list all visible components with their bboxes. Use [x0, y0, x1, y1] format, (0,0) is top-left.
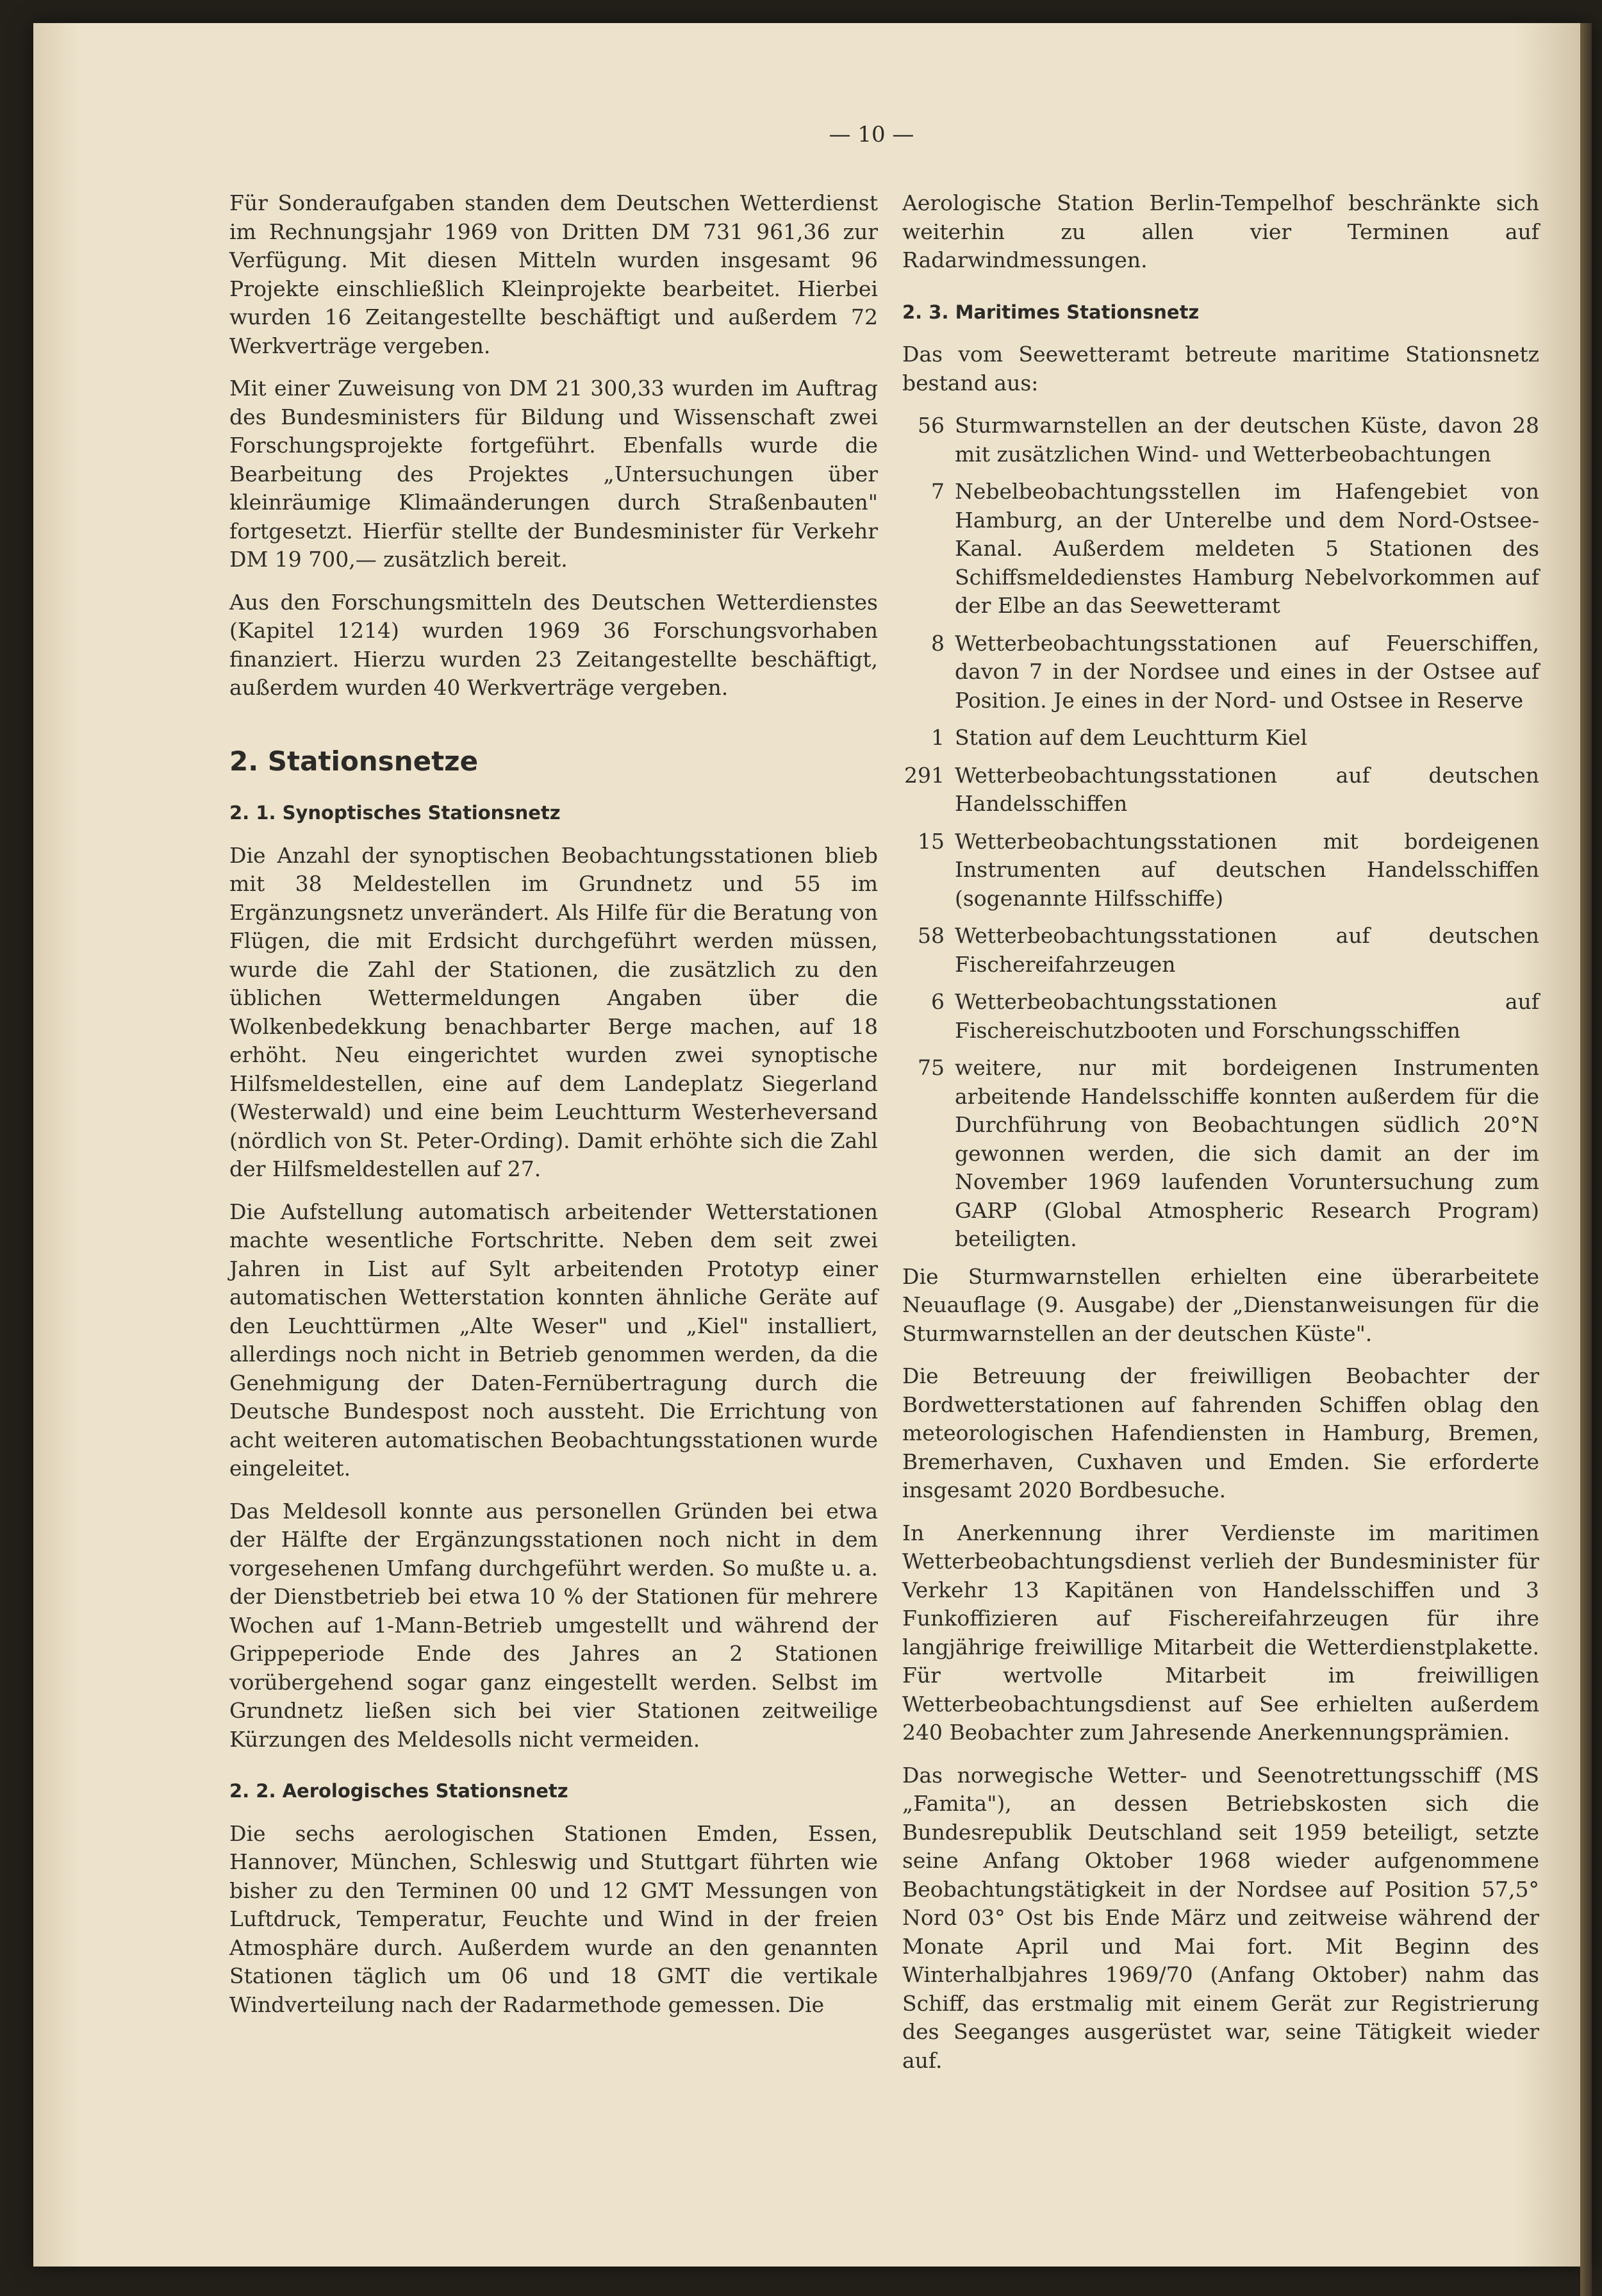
list-item-text: Sturmwarnstellen an der deutschen Küste, davon 28 mit zusätzlichen Wind- und Wetterbeobachtungen	[955, 413, 1539, 467]
paragraph: Das vom Seewetteramt betreute maritime Stationsnetz bestand aus:	[902, 342, 1539, 395]
paragraph: Aus den Forschungsmitteln des Deutschen Wetterdienstes (Kapitel 1214) wurden 1969 36 Forschungsvorhaben finanziert. Hierzu wurden 23 Zeitangestellte beschäftigt, außerdem wurden 40 Werkverträge vergeben.	[229, 589, 878, 700]
page-number: — 10 —	[829, 122, 914, 147]
list-item	[902, 922, 1539, 979]
paragraph: Aerologische Station Berlin-Tempelhof beschränkte sich weiterhin zu allen vier Terminen auf Radarwindmessungen.	[902, 190, 1539, 272]
list-item-text: Station auf dem Leuchtturm Kiel	[955, 725, 1308, 750]
paragraph: Die Sturmwarnstellen erhielten eine überarbeitete Neuauflage (9. Ausgabe) der „Dienstanweisungen für die Sturmwarnstellen an der deutschen Küste".	[902, 1263, 1539, 1346]
list-item	[902, 629, 1539, 715]
paragraph: Die Anzahl der synoptischen Beobachtungsstationen blieb mit 38 Meldestellen im Grundnetz und 55 im Ergänzungsnetz unverändert. Als Hilfe für die Beratung von Flügen, die mit Erdsicht durchgeführt werden müssen, wurde die Zahl der Stationen, die zusätzlich zu den üblichen Wettermeldungen Angaben über die Wolkenbedekkung benachbarter Berge machen, auf 18 erhöht. Neu eingerichtet wurden zwei synoptische Hilfsmeldestellen, eine auf dem Landeplatz Siegerland (Westerwald) und eine beim Leuchtturm Westerheversand (nördlich von St. Peter-Ording). Damit erhöhte sich die Zahl der Hilfsmeldestellen auf 27.	[229, 842, 878, 1181]
paragraph: In Anerkennung ihrer Verdienste im maritimen Wetterbeobachtungsdienst verlieh der Bundesminister für Verkehr 13 Kapitänen von Handelsschiffen und 3 Funkoffizieren auf Fischereifahrzeugen für ihre langjährige freiwillige Mitarbeit die Wetterdienstplakette. Für wertvolle Mitarbeit im freiwilligen Wetterbeobachtungsdienst auf See erhielten außerdem 240 Beobachter zum Jahresende Anerkennungsprämien.	[902, 1520, 1539, 1745]
list-item-text: Wetterbeobachtungsstationen auf Fischereischutzbooten und Forschungsschiffen	[955, 989, 1539, 1043]
station-list	[902, 412, 1539, 1254]
left-column	[229, 189, 878, 2033]
list-item-text: Wetterbeobachtungsstationen auf Feuerschiffen, davon 7 in der Nordsee und eines in der Ostsee auf Position. Je eines in der Nord- und Ostsee in Reserve	[955, 630, 1539, 713]
list-item	[902, 478, 1539, 620]
list-item-count: 1	[931, 725, 945, 750]
paragraph: Das Meldesoll konnte aus personellen Gründen bei etwa der Hälfte der Ergänzungsstationen noch nicht in dem vorgesehenen Umfang durchgeführt werden. So mußte u. a. der Dienstbetrieb bei etwa 10 % der Stationen für mehrere Wochen auf 1-Mann-Betrieb umgestellt und während der Grippeperiode Ende des Jahres an 2 Stationen vorübergehend sogar ganz eingestellt werden. Selbst im Grundnetz ließen sich bei vier Stationen zeitweilige Kürzungen des Meldesolls nicht vermeiden.	[229, 1498, 878, 1752]
list-item-text: weitere, nur mit bordeigenen Instrumenten arbeitende Handelsschiffe konnten außerdem für die Durchführung von Beobachtungen südlich 20°N gewonnen werden, die sich damit an der im November 1969 laufenden Voruntersuchung zum GARP (Global Atmospheric Research Program) beteiligten.	[955, 1055, 1539, 1251]
list-item-count: 75	[918, 1055, 945, 1080]
right-column	[902, 189, 1539, 2089]
subsection-heading: 2. 2. Aerologisches Stationsnetz	[229, 1780, 568, 1802]
list-item	[902, 412, 1539, 469]
list-item-text: Wetterbeobachtungsstationen mit bordeigenen Instrumenten auf deutschen Handelsschiffen (sogenannte Hilfsschiffe)	[955, 828, 1539, 911]
list-item-count: 6	[931, 989, 945, 1014]
paragraph: Mit einer Zuweisung von DM 21 300,33 wurden im Auftrag des Bundesministers für Bildung und Wissenschaft zwei Forschungsprojekte fortgeführt. Ebenfalls wurde die Bearbeitung des Projektes „Untersuchungen über kleinräumige Klimaänderungen durch Straßenbauten" fortgesetzt. Hierfür stellte der Bundesminister für Verkehr DM 19 700,— zusätzlich bereit.	[229, 376, 878, 572]
page-spine-edge	[1580, 23, 1592, 2296]
list-item-count: 8	[931, 630, 945, 656]
list-item-count: 15	[918, 828, 945, 854]
list-item	[902, 724, 1539, 753]
list-item-text: Nebelbeobachtungsstellen im Hafengebiet von Hamburg, an der Unterelbe und dem Nord-Ostsee-Kanal. Außerdem meldeten 5 Stationen des Schiffsmeldedienstes Hamburg Nebelvorkommen auf der Elbe an das Seewetteramt	[955, 479, 1539, 618]
list-item	[902, 828, 1539, 913]
subsection-heading: 2. 1. Synoptisches Stationsnetz	[229, 802, 561, 824]
paragraph: Das norwegische Wetter- und Seenotrettungsschiff (MS „Famita"), an dessen Betriebskosten sich die Bundesrepublik Deutschland seit 1959 beteiligt, setzte seine Anfang Oktober 1968 wieder aufgenommene Beobachtungstätigkeit in der Nordsee auf Position 57,5° Nord 03° Ost bis Ende März und zeitweise während der Monate April und Mai fort. Mit Beginn des Winterhalbjahres 1969/70 (Anfang Oktober) nahm das Schiff, das erstmalig mit einem Gerät zur Registrierung des Seeganges ausgerüstet war, seine Tätigkeit wieder auf.	[902, 1762, 1539, 2073]
list-item-count: 56	[918, 413, 945, 438]
section-title: 2. Stationsnetze	[229, 745, 479, 777]
subsection-heading: 2. 3. Maritimes Stationsnetz	[902, 301, 1200, 323]
paragraph: Die Betreuung der freiwilligen Beobachter der Bordwetterstationen auf fahrenden Schiffen oblag den meteorologischen Hafendiensten in Hamburg, Bremen, Bremerhaven, Cuxhaven und Emden. Sie erforderte insgesamt 2020 Bordbesuche.	[902, 1363, 1539, 1502]
paragraph: Für Sonderaufgaben standen dem Deutschen Wetterdienst im Rechnungsjahr 1969 von Dritten DM 731 961,36 zur Verfügung. Mit diesen Mitteln wurden insgesamt 96 Projekte einschließlich Kleinprojekte bearbeitet. Hierbei wurden 16 Zeitangestellte beschäftigt und außerdem 72 Werkverträge vergeben.	[229, 190, 878, 358]
list-item-text: Wetterbeobachtungsstationen auf deutschen Fischereifahrzeugen	[955, 923, 1539, 977]
list-item	[902, 1054, 1539, 1254]
list-item-text: Wetterbeobachtungsstationen auf deutschen Handelsschiffen	[955, 762, 1539, 816]
paragraph: Die sechs aerologischen Stationen Emden, Essen, Hannover, München, Schleswig und Stuttgart führten wie bisher zu den Terminen 00 und 12 GMT Messungen von Luftdruck, Temperatur, Feuchte und Wind in der freien Atmosphäre durch. Außerdem wurde an den genannten Stationen täglich um 06 und 18 GMT die vertikale Windverteilung nach der Radarmethode gemessen. Die	[229, 1820, 878, 2017]
list-item-count: 7	[931, 479, 945, 504]
paragraph: Die Aufstellung automatisch arbeitender Wetterstationen machte wesentliche Fortschritte. Neben dem seit zwei Jahren in List auf Sylt arbeitenden Prototyp einer automatischen Wetterstation konnten ähnliche Geräte auf den Leuchttürmen „Alte Weser" und „Kiel" installiert, allerdings noch nicht in Betrieb genommen werden, da die Genehmigung der Daten-Fernübertragung durch die Deutsche Bundespost noch aussteht. Die Errichtung von acht weiteren automatischen Beobachtungsstationen wurde eingeleitet.	[229, 1199, 878, 1481]
list-item	[902, 988, 1539, 1045]
list-item	[902, 761, 1539, 819]
list-item-count: 58	[918, 923, 945, 948]
list-item-count: 291	[904, 762, 945, 788]
